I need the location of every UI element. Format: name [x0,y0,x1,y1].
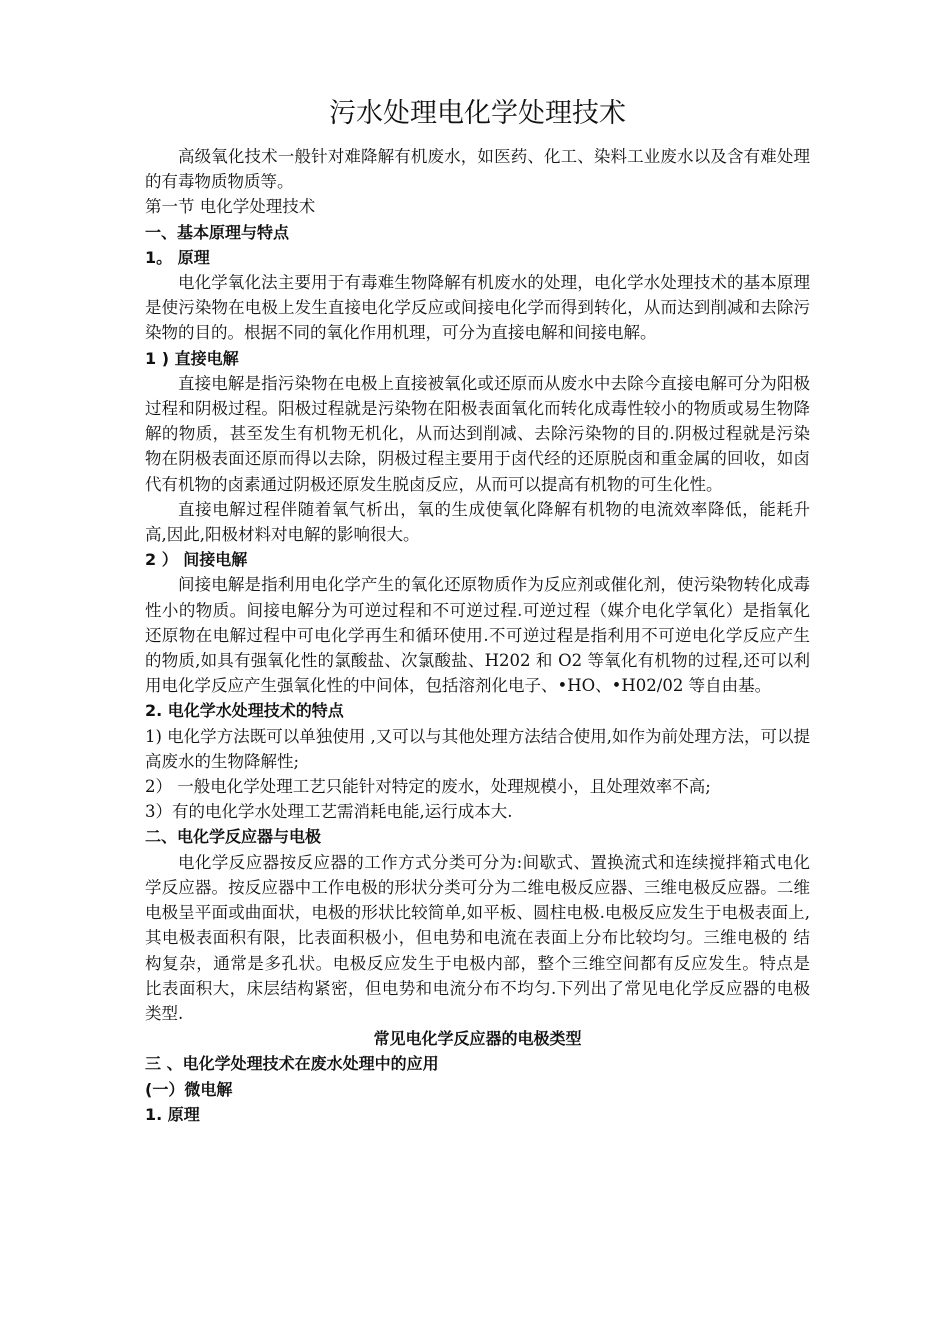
indirect-electrolysis-paragraph: 间接电解是指利用电化学产生的氧化还原物质作为反应剂或催化剂，使污染物转化成毒 性小的物质。间接电解分为可逆过程和不可逆过程.可逆过程（媒介电化学氧化）是指氧化 还原物在电解过程中可电化学再生和循环使用.不可逆过程是指利用不可逆电化学反应产生 的物质,如具有强氧化性的氯酸盐、次氯酸盐、H202 和 O2 等氧化有机物的过程,还可以利 用电化学反应产生强氧化性的中间体，包括溶剂化电子、•HO、•H02/02 等自由基。 [145,575,810,696]
principle-paragraph: 电化学氧化法主要用于有毒难生物降解有机废水的处理，电化学水处理技术的基本原理是使污染物在电极上发生直接电化学反应或间接电化学而得到转化，从而达到削减和去除污染物的目的。根据不同的氧化作用机理，可分为直接电解和间接电解。 [145,273,810,343]
table-caption: 常见电化学反应器的电极类型 [373,1029,582,1049]
document-body [145,96,810,1127]
heading-reactors: 二、电化学反应器与电极 [145,827,322,847]
direct-electrolysis-paragraph-2: 直接电解过程伴随着氧气析出，氧的生成使氧化降解有机物的电流效率降低，能耗升高,因此,阳极材料对电解的影响很大。 [145,499,810,545]
heading-principle: 1。 原理 [145,247,210,267]
heading-applications: 三 、电化学处理技术在废水处理中的应用 [145,1054,439,1074]
feature-item-2: 2） 一般电化学处理工艺只能针对特定的废水，处理规模小，且处理效率不高; [145,777,711,797]
heading-features: 2. 电化学水处理技术的特点 [145,701,344,721]
heading-principle-2: 1. 原理 [145,1104,200,1124]
intro-paragraph: 高级氧化技术一般针对难降解有机废水，如医药、化工、染料工业废水以及含有难处理的有毒物质物质等。 [145,147,810,192]
heading-basic-principles: 一、基本原理与特点 [145,222,290,242]
feature-item-1: 1) 电化学方法既可以单独使用 ,又可以与其他处理方法结合使用,如作为前处理方法，可以提高废水的生物降解性; [145,726,810,771]
section-heading: 第一节 电化学处理技术 [145,197,316,217]
page-title: 污水处理电化学处理技术 [329,98,626,129]
direct-electrolysis-paragraph: 直接电解是指污染物在电极上直接被氧化或还原而从废水中去除今直接电解可分为阳极 过程和阴极过程。阳极过程就是污染物在阳极表面氧化而转化成毒性较小的物质或易生物降 解的物质，甚至发生有机物无机化，从而达到削减、去除污染物的目的.阴极过程就是污染 物在阴极表面还原而得以去除，阴极过程主要用于卤代经的还原脱卤和重金属的回收，如卤 代有机物的卤素通过阴极还原发生脱卤反应，从而可以提高有机物的可生化性。 [145,373,810,494]
heading-direct-electrolysis: 1 ) 直接电解 [145,348,239,368]
heading-micro-electrolysis: (一）微电解 [145,1079,233,1099]
feature-item-3: 3）有的电化学水处理工艺需消耗电能,运行成本大. [145,802,513,822]
heading-indirect-electrolysis: 2 ） 间接电解 [145,550,248,570]
reactors-paragraph: 电化学反应器按反应器的工作方式分类可分为:间歇式、置换流式和连续搅拌箱式电化 学反应器。按反应器中工作电极的形状分类可分为二维电极反应器、三维电极反应器。二维 电极呈平面或曲面状，电极的形状比较简单,如平板、圆柱电极.电极反应发生于电极表面上,其电极表面积有限，比表面积极小，但电势和电流在表面上分布比较均匀。三维电极的 结构复杂，通常是多孔状。电极反应发生于电极内部，整个三维空间都有反应发生。特点是 比表面积大，床层结构紧密，但电势和电流分布不均匀.下列出了常见电化学反应器的电极类型. [145,852,810,1023]
